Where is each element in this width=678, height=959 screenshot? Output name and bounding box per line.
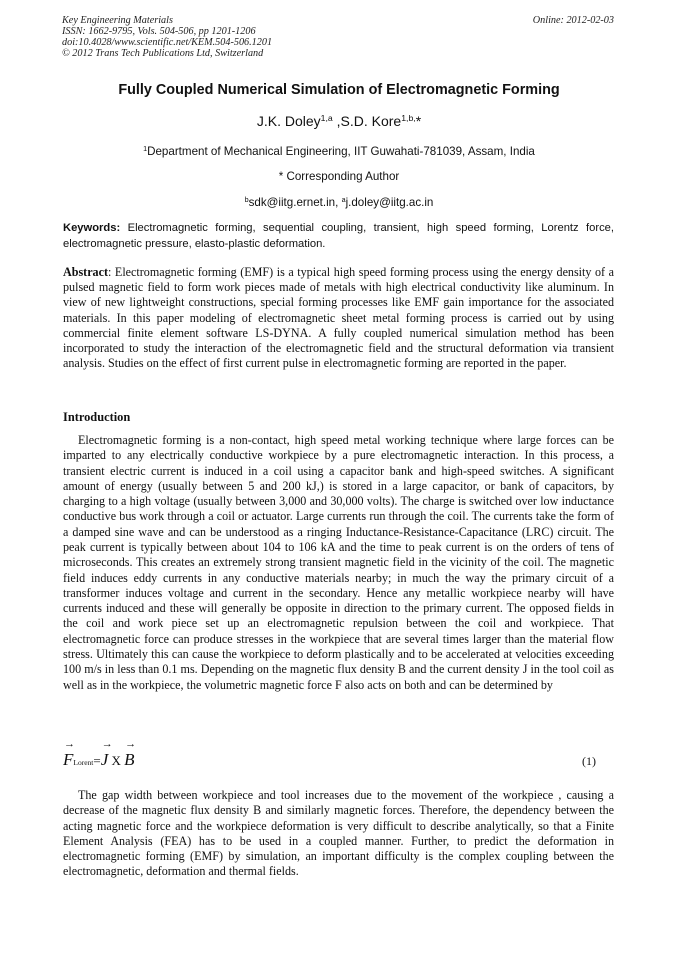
equation-1: [63, 750, 614, 776]
email-line: [0, 196, 678, 209]
author-2: S.D. Kore: [340, 113, 402, 129]
force-subscript: Lorent: [73, 758, 94, 767]
online-date: Online: 2012-02-03: [532, 15, 614, 26]
abstract-label: Abstract: [63, 265, 109, 279]
email-a[interactable]: j.doley@iitg.ac.in: [345, 196, 434, 209]
keywords-text: Electromagnetic forming, sequential coupling, transient, high speed forming, Lorentz force, electromagnetic pressure, elasto-plastic deformation.: [63, 222, 614, 250]
introduction-paragraph-1: Electromagnetic forming is a non-contact, high speed metal working technique where large forces can be imparted to any electrically conductive workpiece by a pure electromagnetic interaction. In this process, a transient electric current is induced in a coil using a capacitor bank and high-speed switches. A significant amount of energy (usually between 5 and 200 kJ,) is stored in a large capacitor, or bank of capacitors, by charging to a high voltage (usually between 3,000 and 30,000 volts). The charge is switched over low inductance conductive bus work through a coil or actuator. Large currents run through the coil. The currents take the form of a damped sine wave and can be understood as a ringing Inductance-Resistance-Capacitance (LRC) circuit. The peak current is typically between about 104 to 106 kA and the time to peak current is on the orders of tens of microseconds. This creates an extremely strong transient magnetic field in the vicinity of the coil. The magnetic field induces eddy currents in any conductive materials nearby; in much the way the primary circuit of a transformer induces voltage and current in the secondary. Hence any metallic workpiece nearby will have currents induced and these will generally be opposite in direction to the primary current. The opposed fields in the coil and work piece set up an electromagnetic repulsion between the coil and workpiece. That electromagnetic force can produce stresses in the workpiece that are several times larger than the material flow stress. Ultimately this can cause the workpiece to deform plastically and to be accelerated at velocities exceeding 100 m/s in less than 0.1 ms. Depending on the magnetic flux density B and the current density J in the tool coil as well as in the workpiece, the volumetric magnetic force F also acts on both and can be determined by: [63, 433, 614, 692]
cross-operator: X: [108, 753, 125, 768]
copyright-line: © 2012 Trans Tech Publications Ltd, Switzerland: [62, 48, 264, 59]
issn-line: ISSN: 1662-9795, Vols. 504-506, pp 1201-1206: [62, 26, 256, 37]
author-2-sup: 1,b,: [401, 113, 416, 124]
abstract-text: : Electromagnetic forming (EMF) is a typical high speed forming process using the energy density of a pulsed magnetic field to form work pieces made of metals with high electrical conductivity like aluminum. In view of new lightweight constructions, special forming processes like EMF gain importance for the associated materials. In this paper modeling of electromagnetic sheet metal forming process is carried out by using commercial finite element software LS-DYNA. A fully coupled numerical simulation method has been incorporated to study the interaction of the electromagnetic field and the structural deformation via transient analysis. Studies on the effect of first current pulse in electromagnetic forming are reported in the paper.: [63, 265, 614, 371]
journal-header: [62, 15, 614, 59]
affiliation-text: Department of Mechanical Engineering, IIT Guwahati-781039, Assam, India: [147, 145, 535, 158]
email-b-sup: b: [244, 195, 249, 205]
flux-density-vector: → B: [124, 750, 134, 770]
author-1-sup: 1,a: [320, 113, 333, 124]
journal-name: Key Engineering Materials: [62, 15, 173, 26]
abstract: [63, 265, 614, 371]
author-line: [0, 113, 678, 129]
affiliation: [0, 145, 678, 158]
affiliation-sup: 1: [143, 144, 148, 154]
current-density-vector: → J: [101, 750, 109, 770]
author-separator: ,: [332, 113, 341, 129]
email-b[interactable]: sdk@iitg.ernet.in,: [248, 196, 342, 209]
author-1: J.K. Doley: [256, 113, 321, 129]
email-a-sup: a: [341, 195, 346, 205]
introduction-heading: Introduction: [63, 410, 131, 424]
introduction-paragraph-2: The gap width between workpiece and tool increases due to the movement of the workpiece , causing a decrease of the magnetic flux density B and similarly magnetic forces. Therefore, the dependency between the acting magnetic force and the workpiece deformation is very difficult to describe analytically, so that a Finite Element Analysis (FEA) has to be used in a coupled manner. Further, to predict the deformation in electromagnetic forming (EMF) by simulation, an important difficulty is the complex coupling between the electromagnetic, deformation and thermal fields.: [63, 788, 614, 879]
equals-sign: =: [93, 753, 101, 768]
equation-number: (1): [582, 754, 596, 768]
keywords-label: Keywords:: [63, 222, 121, 234]
corresponding-star: *: [415, 113, 422, 129]
doi-line: doi:10.4028/www.scientific.net/KEM.504-506.1201: [62, 37, 273, 48]
force-vector: → F: [63, 750, 73, 770]
keywords: [63, 220, 614, 252]
corresponding-author-note: * Corresponding Author: [278, 170, 400, 183]
paper-title: Fully Coupled Numerical Simulation of Electromagnetic Forming: [118, 82, 560, 98]
equation-body: [63, 750, 135, 770]
